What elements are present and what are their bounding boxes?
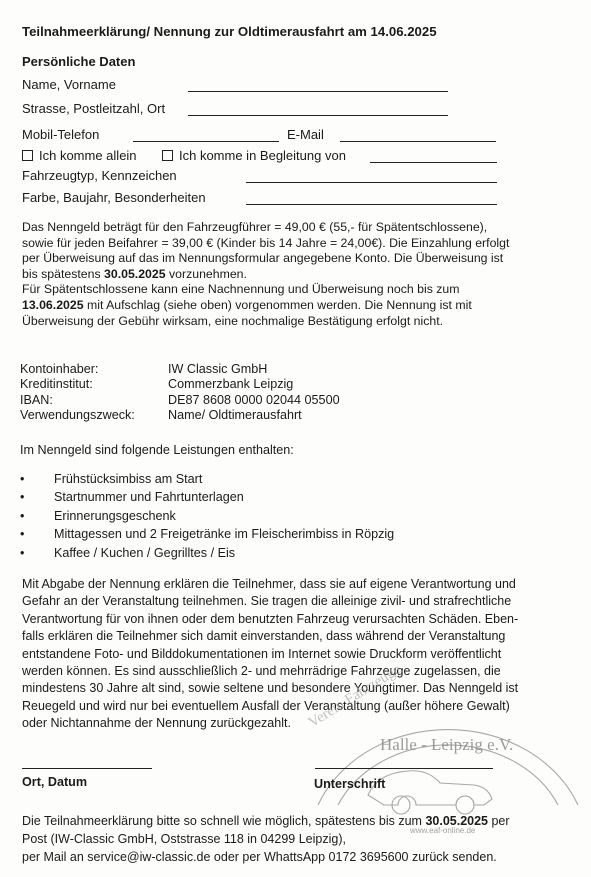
place-date-label: Ort, Datum	[22, 775, 88, 789]
accompanied-label: Ich komme in Begleitung von	[179, 148, 346, 163]
stamp-city: Halle - Leipzig e.V.	[380, 735, 514, 754]
terms-paragraph: Mit Abgabe der Nennung erklären die Teilnehmer, dass sie auf eigene Verantwortung und Gefahr an der Veranstaltung teilnehmen. Sie tragen die alleinige zivil- und strafrechtliche Verantwortung für von ihnen oder dem benutzten Fahrzeug verursachten Schäden. Eben- falls erklären die Teilnehmer sich damit einverstanden, dass während der Veranstaltung entstandene Foto- und Bilddokumentationen im Internet sowie Druckform veröffentlicht werden können. Es sind ausschließlich 2- und mehrrädrige Fahrzeuge zugelassen, die mindestens 30 Jahre alt sind, sowie seltene und besondere Youngtimer. Das Nenngeld ist Reuegeld und wird nur bei eventuellem Ausfall der Veranstaltung (außer höhere Gewalt) oder Nichtannahme der Nennung zurückgezahlt.	[22, 577, 519, 731]
name-label: Name, Vorname	[22, 77, 116, 92]
alone-checkbox[interactable]	[22, 150, 33, 161]
list-item: • Mittagessen und 2 Freigetränke im Fleischerimbiss in Röpzig	[20, 525, 394, 543]
vehicle-label: Fahrzeugtyp, Kennzeichen	[22, 168, 177, 183]
email-label: E-Mail	[287, 127, 324, 142]
mobile-label: Mobil-Telefon	[22, 127, 100, 142]
email-field[interactable]	[340, 141, 496, 142]
alone-label: Ich komme allein	[39, 148, 137, 163]
signature-label: Unterschrift	[314, 777, 386, 791]
list-item: • Kaffee / Kuchen / Gegrilltes / Eis	[20, 544, 394, 562]
place-date-field[interactable]	[22, 768, 152, 769]
signature-field[interactable]	[315, 768, 493, 769]
list-item: • Frühstücksimbiss am Start	[20, 470, 394, 488]
footer-paragraph: Die Teilnahmeerklärung bitte so schnell wie möglich, spätestens bis zum 30.05.2025 per Post (IW-Classic GmbH, Oststrasse 118 in 04299 Leipzig), per Mail an service@iw-classic.de oder per WhattsApp 0172 3695600 zurück senden.	[22, 814, 510, 864]
street-label: Strasse, Postleitzahl, Ort	[22, 101, 166, 116]
alone-option	[22, 148, 137, 163]
color-field[interactable]	[246, 204, 497, 205]
services-heading: Im Nenngeld sind folgende Leistungen enthalten:	[20, 443, 294, 457]
name-field[interactable]	[188, 91, 448, 92]
stamp-url: www.eaf-online.de	[410, 826, 476, 835]
accompanied-option	[162, 148, 346, 163]
fee-paragraph: Das Nenngeld beträgt für den Fahrzeugführer = 49,00 € (55,- für Spätentschlossene), sowie für jeden Beifahrer = 39,00 € (Kinder bis 14 Jahre = 24,00€). Die Einzahlung erfolgt per Überweisung auf das im Nennungsformular angegebene Konto. Die Überweisung ist bis spätestens 30.05.2025 vorzunehmen. Für Spätentschlossene kann eine Nachnennung und Überweisung noch bis zum 13.06.2025 mit Aufschlag (siehe oben) vorgenommen werden. Die Nennung ist mit Überweisung der Gebühr wirksam, eine nochmalige Bestätigung erfolgt nicht.	[22, 220, 510, 328]
color-label: Farbe, Baujahr, Besonderheiten	[22, 190, 206, 205]
vehicle-field[interactable]	[246, 182, 497, 183]
list-item: • Startnummer und Fahrtunterlagen	[20, 488, 394, 506]
mobile-field[interactable]	[133, 141, 279, 142]
list-item: • Erinnerungsgeschenk	[20, 507, 394, 525]
form-title: Teilnahmeerklärung/ Nennung zur Oldtimerausfahrt am 14.06.2025	[22, 24, 437, 39]
companion-field[interactable]	[370, 162, 497, 163]
section-heading-personal: Persönliche Daten	[22, 54, 136, 69]
street-field[interactable]	[188, 115, 448, 116]
accompanied-checkbox[interactable]	[162, 150, 173, 161]
stamp-ring-text: Verein Fahrzeuge	[305, 661, 404, 731]
services-list	[20, 470, 394, 562]
